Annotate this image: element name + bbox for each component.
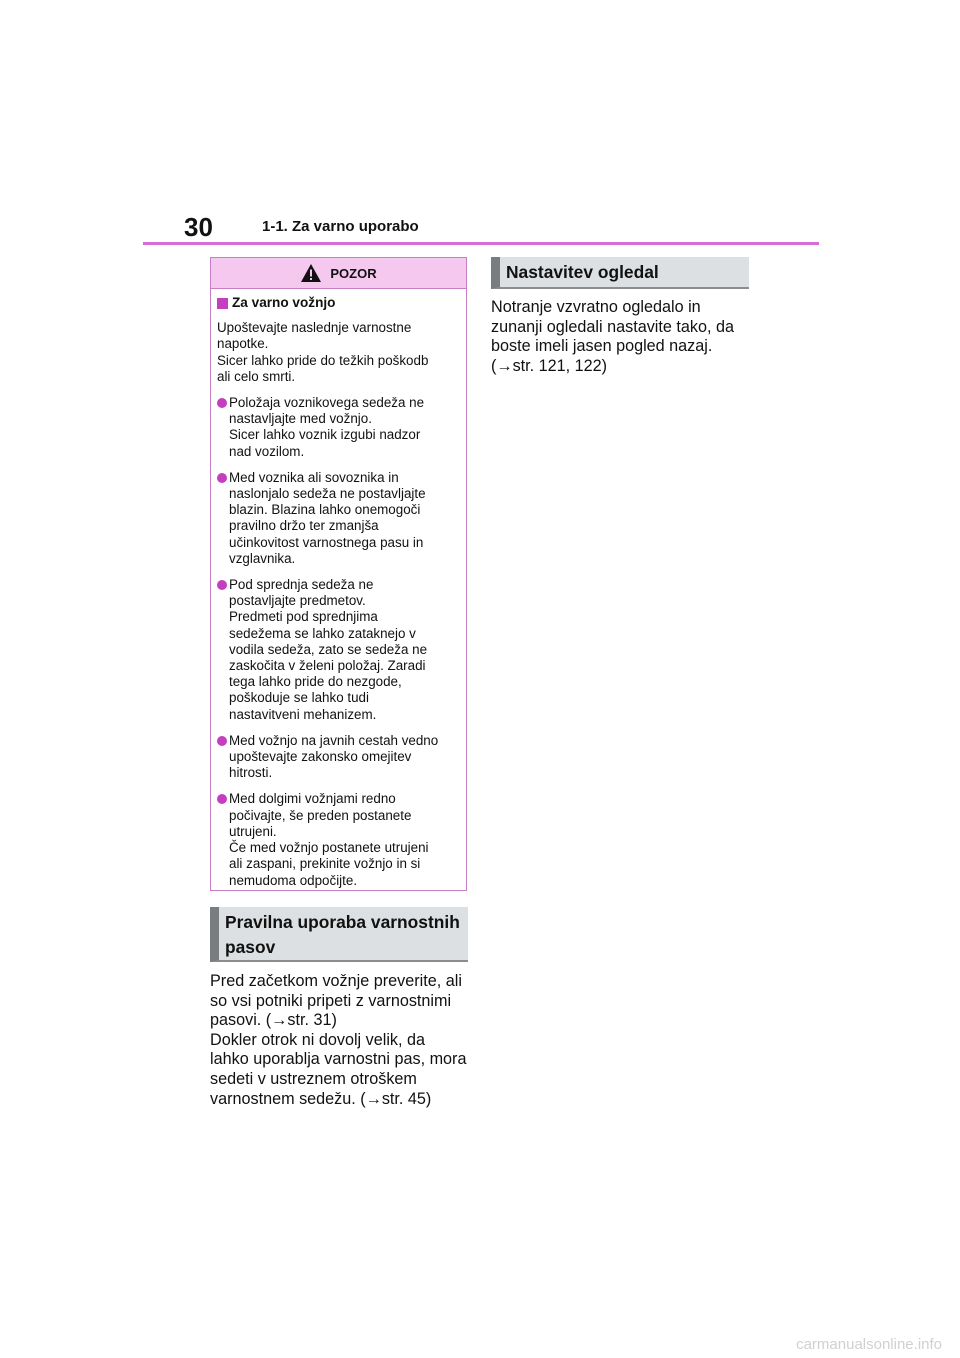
text-line: boste imeli jasen pogled nazaj. (491, 337, 713, 356)
seatbelt-section-heading (210, 907, 468, 962)
warning-header (211, 258, 466, 289)
bullet-line: sedežema se lahko zataknejo v (229, 625, 416, 641)
bullet-line: Med voznika ali sovoznika in (229, 469, 399, 485)
warning-title: POZOR (330, 265, 377, 281)
bullet-line: naslonjalo sedeža ne postavljajte (229, 486, 426, 502)
bullet-line: počivajte, še preden postanete (229, 807, 412, 823)
square-bullet-icon (217, 298, 228, 309)
header-divider (143, 242, 819, 245)
bullet-line: hitrosti. (229, 765, 273, 781)
bullet-line: utrujeni. (229, 823, 277, 839)
bullet-line: blazin. Blazina lahko onemogoči (229, 502, 421, 518)
footer-watermark-url: carmanualsonline.info (796, 1336, 942, 1353)
page-number: 30 (184, 212, 213, 242)
text-line: zunanji ogledali nastavite tako, da (491, 317, 734, 336)
round-bullet-icon (217, 398, 227, 408)
bullet-line: nastavitveni mehanizem. (229, 706, 377, 722)
warning-triangle-icon (300, 263, 322, 283)
round-bullet-icon (217, 794, 227, 804)
intro-line: Upoštevajte naslednje varnostne (217, 320, 412, 336)
bullet-line: vodila sedeža, zato se sedeža ne (229, 641, 428, 657)
heading-line: Nastavitev ogledal (506, 262, 659, 282)
mirrors-section-heading (491, 257, 749, 289)
warning-subheading-text: Za varno vožnjo (232, 295, 336, 310)
bullet-line: Predmeti pod sprednjima (229, 609, 378, 625)
warning-subheading (217, 295, 456, 311)
bullet-line: postavljajte predmetov. (229, 593, 366, 609)
intro-line: Sicer lahko pride do težkih poškodb (217, 352, 429, 368)
bullet-line: tega lahko pride do nezgode, (229, 674, 402, 690)
text-line: Notranje vzvratno ogledalo in (491, 298, 701, 316)
round-bullet-icon (217, 736, 227, 746)
text-line: varnostnem sedežu. (→str. 45) (210, 1089, 432, 1108)
warning-intro (217, 320, 456, 385)
seatbelt-section-text (210, 972, 480, 1109)
mirrors-section-text (491, 298, 761, 376)
text-line: lahko uporablja varnostni pas, mora (210, 1050, 467, 1069)
bullet-line: zaskočita v želeni položaj. Zaradi (229, 658, 426, 674)
bullet-line: učinkovitost varnostnega pasu in (229, 534, 424, 550)
heading-line: Pravilna uporaba varnostnih (225, 912, 460, 932)
bullet-line: vzglavnika. (229, 550, 296, 566)
text-line: Pred začetkom vožnje preverite, ali (210, 972, 462, 990)
text-line: Dokler otrok ni dovolj velik, da (210, 1030, 426, 1049)
bullet-line: poškoduje se lahko tudi (229, 690, 369, 706)
bullet-line: nastavljajte med vožnjo. (229, 411, 372, 427)
bullet-line: upoštevajte zakonsko omejitev (229, 749, 412, 765)
bullet-line: nemudoma odpočijte. (229, 872, 358, 888)
intro-line: ali celo smrti. (217, 368, 296, 384)
bullet-line: ali zaspani, prekinite vožnjo in si (229, 856, 421, 872)
warning-body (211, 289, 466, 889)
warning-bullet-item (217, 733, 456, 782)
warning-bullet-item (217, 470, 456, 567)
warning-bullet-item (217, 577, 456, 723)
bullet-line: Pod sprednja sedeža ne (229, 577, 374, 593)
section-title: 1-1. Za varno uporabo (262, 218, 419, 235)
text-line: pasovi. (→str. 31) (210, 1011, 337, 1030)
warning-box (210, 257, 467, 891)
bullet-line: Položaja voznikovega sedeža ne (229, 395, 425, 411)
intro-line: napotke. (217, 336, 269, 352)
heading-line: pasov (225, 937, 276, 957)
bullet-line: pravilno držo ter zmanjša (229, 518, 379, 534)
text-line: so vsi potniki pripeti z varnostnimi (210, 991, 452, 1010)
bullet-line: Med vožnjo na javnih cestah vedno (229, 732, 439, 748)
bullet-line: nad vozilom. (229, 443, 305, 459)
round-bullet-icon (217, 473, 227, 483)
bullet-line: Sicer lahko voznik izgubi nadzor (229, 427, 421, 443)
bullet-line: Če med vožnjo postanete utrujeni (229, 840, 429, 856)
warning-bullet-list (217, 395, 456, 889)
warning-bullet-item (217, 395, 456, 460)
text-line: sedeti v ustreznem otroškem (210, 1069, 417, 1088)
warning-bullet-item (217, 791, 456, 888)
bullet-line: Med dolgimi vožnjami redno (229, 791, 396, 807)
text-line: (→str. 121, 122) (491, 356, 608, 375)
round-bullet-icon (217, 580, 227, 590)
